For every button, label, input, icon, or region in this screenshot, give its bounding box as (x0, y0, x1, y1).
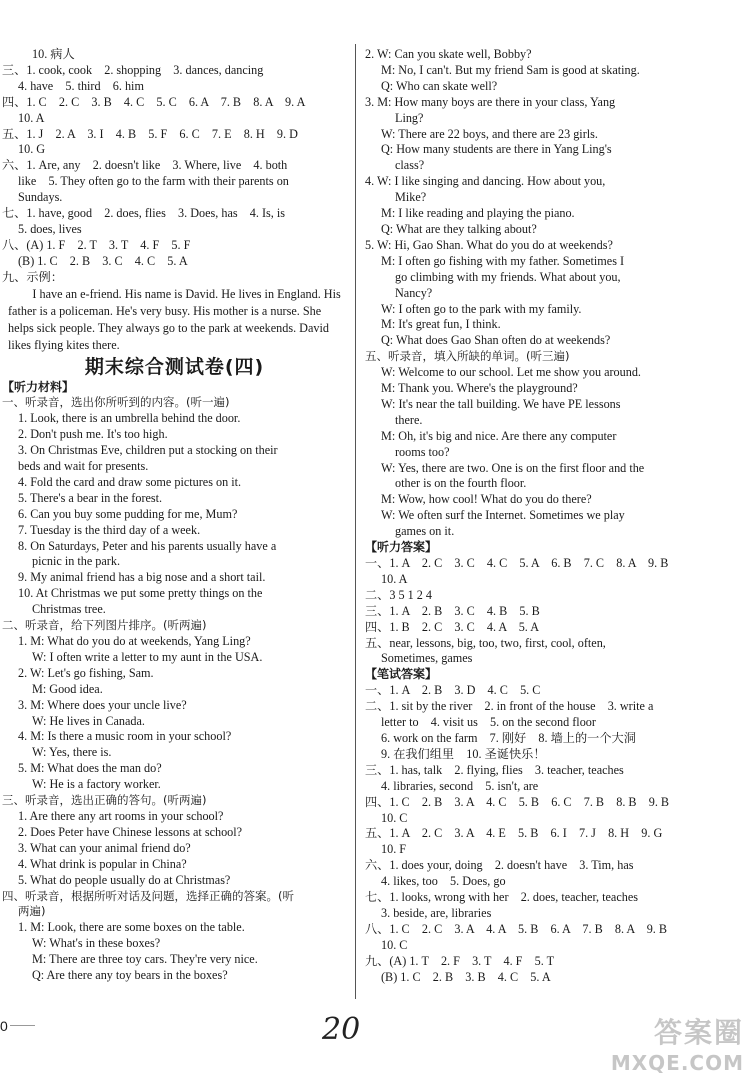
section-heading: 五、听录音，填入所缺的单词。(听三遍) (365, 349, 570, 364)
exam-title: 期末综合测试卷(四) (84, 355, 265, 378)
script-line: 5. There's a bear in the forest. (18, 490, 163, 505)
script-line: picnic in the park. (32, 554, 120, 569)
left-column (2, 47, 347, 984)
script-line: W: I often write a letter to my aunt in the USA. (32, 649, 263, 664)
script-line: M: Wow, how cool! What do you do there? (381, 492, 592, 507)
answer-line: 四、1. C 2. C 3. B 4. C 5. C 6. A 7. B 8. A 9. A (2, 94, 306, 109)
answer-line: 10. A (381, 571, 408, 586)
script-line: W: He is a factory worker. (32, 777, 161, 792)
section-heading: 二、听录音，给下列图片排序。(听两遍) (2, 618, 207, 633)
section-heading: 三、听录音，选出正确的答句。(听两遍) (2, 793, 207, 808)
answer-line: Sometimes, games (381, 651, 473, 666)
answer-line: 五、near, lessons, big, too, two, first, cool, often, (365, 635, 606, 650)
watermark-line-2: MXQE.COM (610, 1051, 744, 1075)
script-line: beds and wait for presents. (18, 459, 149, 474)
answer-line: 一、1. A 2. B 3. D 4. C 5. C (365, 683, 541, 698)
answer-line: (B) 1. C 2. B 3. C 4. C 5. A (18, 253, 188, 268)
answer-line: 10. A (18, 110, 45, 125)
script-line: 1. Look, there is an umbrella behind the door. (18, 411, 241, 426)
script-line: Mike? (395, 190, 427, 205)
script-line: W: I often go to the park with my family. (381, 301, 582, 316)
sample-essay: I have an e-friend. His name is David. He lives in England. His father is a policeman. He's very busy. His mother is a nurse. She helps sick people. They always go to the park at weekends. David likes flying kites there. (8, 286, 341, 352)
answer-line: 10. F (381, 842, 407, 857)
script-line: 5. W: Hi, Gao Shan. What do you do at weekends? (365, 237, 613, 252)
answer-line: Sundays. (18, 190, 63, 205)
script-line: Nancy? (395, 285, 433, 300)
answer-line: 三、1. has, talk 2. flying, flies 3. teacher, teaches (365, 762, 624, 777)
script-line: W: Welcome to our school. Let me show you around. (381, 365, 641, 380)
script-line: W: What's in these boxes? (32, 936, 161, 951)
answer-line: 三、1. A 2. B 3. C 4. B 5. B (365, 603, 540, 618)
script-line: Q: What are they talking about? (381, 221, 537, 236)
script-line: W: Yes, there is. (32, 745, 112, 760)
watermark-line-1: 答案圈 (653, 1016, 744, 1049)
script-line: M: Good idea. (32, 681, 103, 696)
script-line: 2. W: Can you skate well, Bobby? (365, 47, 532, 61)
script-line: M: Oh, it's big and nice. Are there any computer (381, 428, 617, 443)
answer-line: 9. 在我们组里 10. 圣诞快乐！ (381, 746, 546, 761)
section-heading: 四、听录音，根据所听对话及问题，选择正确的答案。(听 (2, 888, 294, 903)
answer-line: 一、1. A 2. C 3. C 4. C 5. A 6. B 7. C 8. A 9. B (365, 556, 669, 570)
written-answers-header: 【笔试答案】 (365, 667, 438, 682)
answer-line: 九、(A) 1. T 2. F 3. T 4. F 5. T (365, 953, 555, 968)
script-line: 4. M: Is there a music room in your school? (18, 729, 232, 744)
answer-line: like 5. They often go to the farm with their parents on (18, 174, 289, 189)
answer-line: letter to 4. visit us 5. on the second floor (381, 715, 596, 730)
script-line: M: Thank you. Where's the playground? (381, 381, 578, 396)
script-line: M: There are three toy cars. They're very nice. (32, 952, 258, 967)
script-line: 8. On Saturdays, Peter and his parents usually have a (18, 538, 277, 553)
script-line: 2. Don't push me. It's too high. (18, 427, 168, 442)
answer-line: 4. libraries, second 5. isn't, are (381, 778, 539, 793)
answer-line: 七、1. have, good 2. does, flies 3. Does, has 4. Is, is (2, 206, 285, 221)
script-line: M: I like reading and playing the piano. (381, 206, 575, 221)
listening-material-header: 【听力材料】 (2, 379, 75, 394)
answer-line: 10. C (381, 937, 408, 952)
script-line: rooms too? (395, 444, 450, 459)
answer-line: 6. work on the farm 7. 刚好 8. 墙上的一个大洞 (381, 730, 636, 745)
script-line: W: It's near the tall building. We have PE lessons (381, 396, 621, 411)
script-line: 1. Are there any art rooms in your school? (18, 808, 224, 823)
answer-line: 5. does, lives (18, 221, 82, 236)
script-line: Q: Who can skate well? (381, 78, 498, 93)
answer-line: 七、1. looks, wrong with her 2. does, teacher, teaches (365, 890, 638, 905)
script-line: 5. What do people usually do at Christmas? (18, 872, 231, 887)
script-line: Q: Are there any toy bears in the boxes? (32, 968, 228, 983)
section-heading-continued: 两遍) (18, 904, 46, 919)
section-heading: 一、听录音，选出你所听到的内容。(听一遍) (2, 395, 230, 410)
script-line: 10. At Christmas we put some pretty things on the (18, 586, 263, 601)
script-line: 2. W: Let's go fishing, Sam. (18, 665, 154, 680)
corner-mark: 0 (0, 1018, 8, 1034)
script-line: class? (395, 158, 425, 173)
answer-line: 四、1. C 2. B 3. A 4. C 5. B 6. C 7. B 8. B 9. B (365, 794, 670, 809)
answer-line: 二、1. sit by the river 2. in front of the house 3. write a (365, 699, 654, 714)
script-line: 3. What can your animal friend do? (18, 840, 191, 855)
script-line: M: I often go fishing with my father. Sometimes I (381, 253, 625, 268)
script-line: 4. W: I like singing and dancing. How about you, (365, 174, 606, 189)
answer-line: (B) 1. C 2. B 3. B 4. C 5. A (381, 969, 551, 984)
script-line: M: No, I can't. But my friend Sam is good at skating. (381, 62, 640, 77)
answer-line: 10. C (381, 810, 408, 825)
answer-line: 四、1. B 2. C 3. C 4. A 5. A (365, 619, 540, 634)
listening-answers-header: 【听力答案】 (365, 540, 438, 555)
site-watermark-logo (611, 1011, 744, 1075)
script-line: 4. What drink is popular in China? (18, 856, 187, 871)
script-line: Christmas tree. (32, 602, 106, 617)
answer-line: 八、(A) 1. F 2. T 3. T 4. F 5. F (2, 237, 191, 252)
script-line: 3. On Christmas Eve, children put a stocking on their (18, 443, 278, 458)
answer-line: 3. beside, are, libraries (381, 905, 492, 920)
answer-line: 二、3 5 1 2 4 (365, 587, 433, 602)
script-line: go climbing with my friends. What about you, (395, 269, 621, 284)
answer-line: 六、1. does your, doing 2. doesn't have 3. Tim, has (365, 858, 634, 873)
column-divider (355, 44, 356, 999)
answer-line: 4. likes, too 5. Does, go (381, 874, 506, 889)
script-line: 5. M: What does the man do? (18, 761, 162, 776)
answer-line: 九、示例： (2, 269, 63, 284)
answer-line: 4. have 5. third 6. him (18, 78, 144, 93)
script-line: 9. My animal friend has a big nose and a short tail. (18, 570, 266, 585)
script-line: 6. Can you buy some pudding for me, Mum? (18, 506, 238, 521)
answer-line: 八、1. C 2. C 3. A 4. A 5. B 6. A 7. B 8. A 9. B (365, 921, 668, 936)
script-line: Q: How many students are there in Yang Ling's (381, 142, 612, 157)
script-line: 7. Tuesday is the third day of a week. (18, 522, 201, 537)
script-line: 4. Fold the card and draw some pictures on it. (18, 474, 242, 489)
script-line: 3. M: How many boys are there in your class, Yang (365, 94, 616, 109)
script-line: 2. Does Peter have Chinese lessons at school? (18, 824, 243, 839)
script-line: Ling? (395, 110, 424, 125)
script-line: 3. M: Where does your uncle live? (18, 697, 187, 712)
page-number: 20 (322, 1012, 361, 1047)
script-line: M: It's great fun, I think. (381, 317, 501, 332)
answer-line: 五、1. A 2. C 3. A 4. E 5. B 6. I 7. J 8. H 9. G (365, 826, 663, 841)
answer-line: 三、1. cook, cook 2. shopping 3. dances, dancing (2, 62, 264, 77)
script-line: 1. M: What do you do at weekends, Yang Ling? (18, 634, 251, 648)
script-line: 1. M: Look, there are some boxes on the table. (18, 920, 245, 935)
script-line: W: Yes, there are two. One is on the first floor and the (381, 460, 645, 475)
script-line: Q: What does Gao Shan often do at weekends? (381, 333, 611, 348)
script-line: W: We often surf the Internet. Sometimes we play (381, 508, 625, 523)
script-line: W: He lives in Canada. (32, 713, 145, 728)
script-line: other is on the fourth floor. (395, 476, 527, 491)
script-line: games on it. (395, 524, 455, 539)
right-column (365, 47, 695, 985)
script-line: there. (395, 412, 423, 427)
answer-line: 10. 病人 (32, 47, 75, 61)
bottom-rule (10, 1025, 35, 1026)
answer-line: 六、1. Are, any 2. doesn't like 3. Where, live 4. both (2, 158, 288, 173)
answer-line: 五、1. J 2. A 3. I 4. B 5. F 6. C 7. E 8. H 9. D (2, 126, 298, 141)
script-line: W: There are 22 boys, and there are 23 girls. (381, 126, 598, 141)
answer-line: 10. G (18, 142, 46, 157)
